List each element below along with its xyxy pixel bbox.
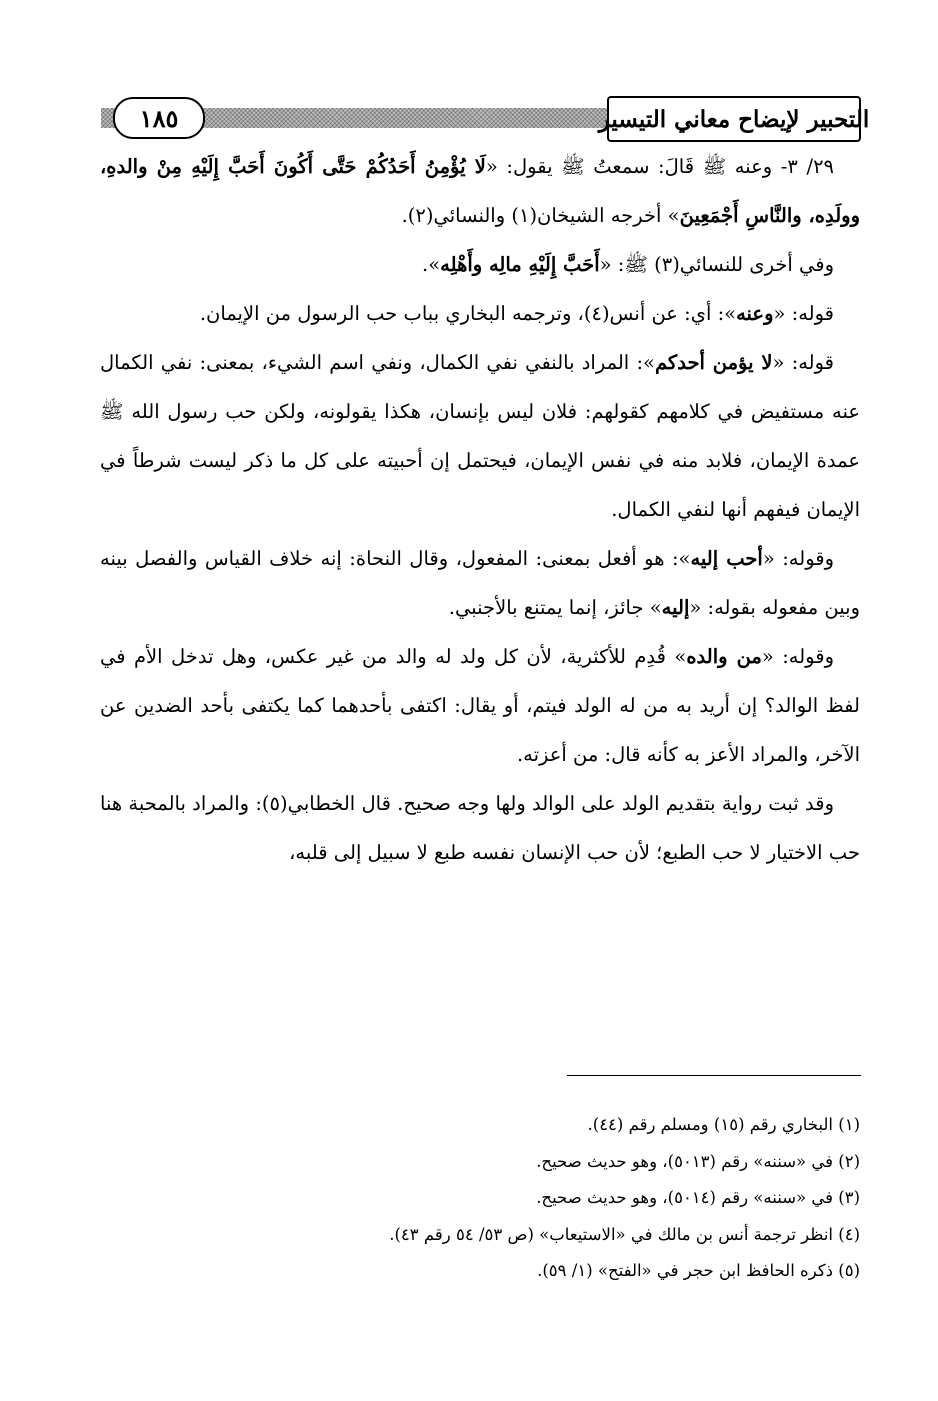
paragraph [100, 289, 860, 338]
text-run: ٢٩/ ٣- وعنه ﷺ قَالَ: سمعتُ ﷺ يقول: « [485, 155, 835, 178]
paragraph [100, 240, 860, 289]
footnote: (١) البخاري رقم (١٥) ومسلم رقم (٤٤). [587, 1115, 860, 1134]
text-run: »: المراد بالنفي نفي الكمال، ونفي اسم الشيء، بمعنى: نفي الكمال عنه مستفيض في كلامهم كقولهم: فلان ليس بإنسان، هكذا يقولونه، ولكن حب رسول الله ﷺ عمدة الإيمان، فلابد منه في نفس الإيمان، فيحتمل إن أحبيته على كل ما ذكر ليست شرطاً في الإيمان فيفهم أنها لنفي الكمال. [100, 351, 860, 521]
bold-quote: لا يؤمن أحدكم [654, 351, 773, 374]
bold-quote: أحب إليه [690, 547, 763, 570]
text-run: وقد ثبت رواية بتقديم الولد على الوالد ولها وجه صحيح. قال الخطابي(٥): والمراد بالمحبة هنا حب الاختيار لا حب الطبع؛ لأن حب الإنسان نفسه طبع لا سبيل إلى قلبه، [100, 792, 860, 864]
running-header [101, 96, 870, 140]
book-title: التحبير لإيضاح معاني التيسير [607, 96, 861, 142]
footnotes [100, 1107, 860, 1290]
bold-quote: إليه [661, 596, 690, 619]
main-text [100, 142, 860, 877]
bold-quote: لَا يُؤْمِنُ أَحَدُكُمْ حَتَّى أَكُونَ أَحَبَّ إِلَيْهِ مِنْ والدهِ، وولَدِه، والنَّاسِ أَجْمَعِينَ [100, 155, 860, 227]
page-number: ١٨٥ [113, 97, 205, 139]
text-run: »: أي: عن أنس(٤)، وترجمه البخاري بباب حب الرسول من الإيمان. [199, 302, 737, 325]
text-run: » قُدِم للأكثرية، لأن كل ولد له والد من غير عكس، وهل تدخل الأم في لفظ الوالد؟ إن أريد به من له الولد فيتم، أو يقال: اكتفى بأحدهما كما يكتفى بأحد الضدين عن الآخر، والمراد الأعز به كأنه قال: من أعزته. [100, 645, 860, 766]
text-run: »: هو أفعل بمعنى: المفعول، وقال النحاة: إنه خلاف القياس والفصل بينه وبين مفعوله بقوله: « [100, 547, 860, 619]
footnote-separator [567, 1075, 861, 1076]
footnote: (٢) في «سننه» رقم (٥٠١٣)، وهو حديث صحيح. [536, 1151, 860, 1171]
bold-quote: أَحَبَّ إِلَيْهِ مالِه وأَهْلِه [440, 253, 600, 276]
text-run: وقوله: « [761, 645, 834, 668]
text-run: ». [422, 253, 441, 276]
footnote: (٣) في «سننه» رقم (٥٠١٤)، وهو حديث صحيح. [536, 1188, 860, 1207]
paragraph [100, 632, 860, 779]
text-run: قوله: « [773, 302, 834, 325]
paragraph [100, 779, 860, 877]
footnote: (٤) انظر ترجمة أنس بن مالك في «الاستيعاب» (ص ٥٣/ ٥٤ رقم ٤٣). [389, 1224, 860, 1244]
bold-quote: من والده [686, 645, 762, 668]
paragraph [100, 338, 860, 534]
text-run: » أخرجه الشيخان(١) والنسائي(٢). [401, 204, 680, 227]
paragraph [100, 142, 860, 240]
text-run: وفي أخرى للنسائي(٣) ﷺ: « [599, 253, 834, 276]
bold-quote: وعنه [736, 302, 774, 325]
text-run: وقوله: « [762, 547, 835, 570]
footnote: (٥) ذكره الحافظ ابن حجر في «الفتح» (١/ ٥٩). [537, 1261, 860, 1280]
text-run: قوله: « [772, 351, 834, 374]
paragraph [100, 534, 860, 632]
text-run: » جائز، إنما يمتنع بالأجنبي. [448, 596, 662, 619]
